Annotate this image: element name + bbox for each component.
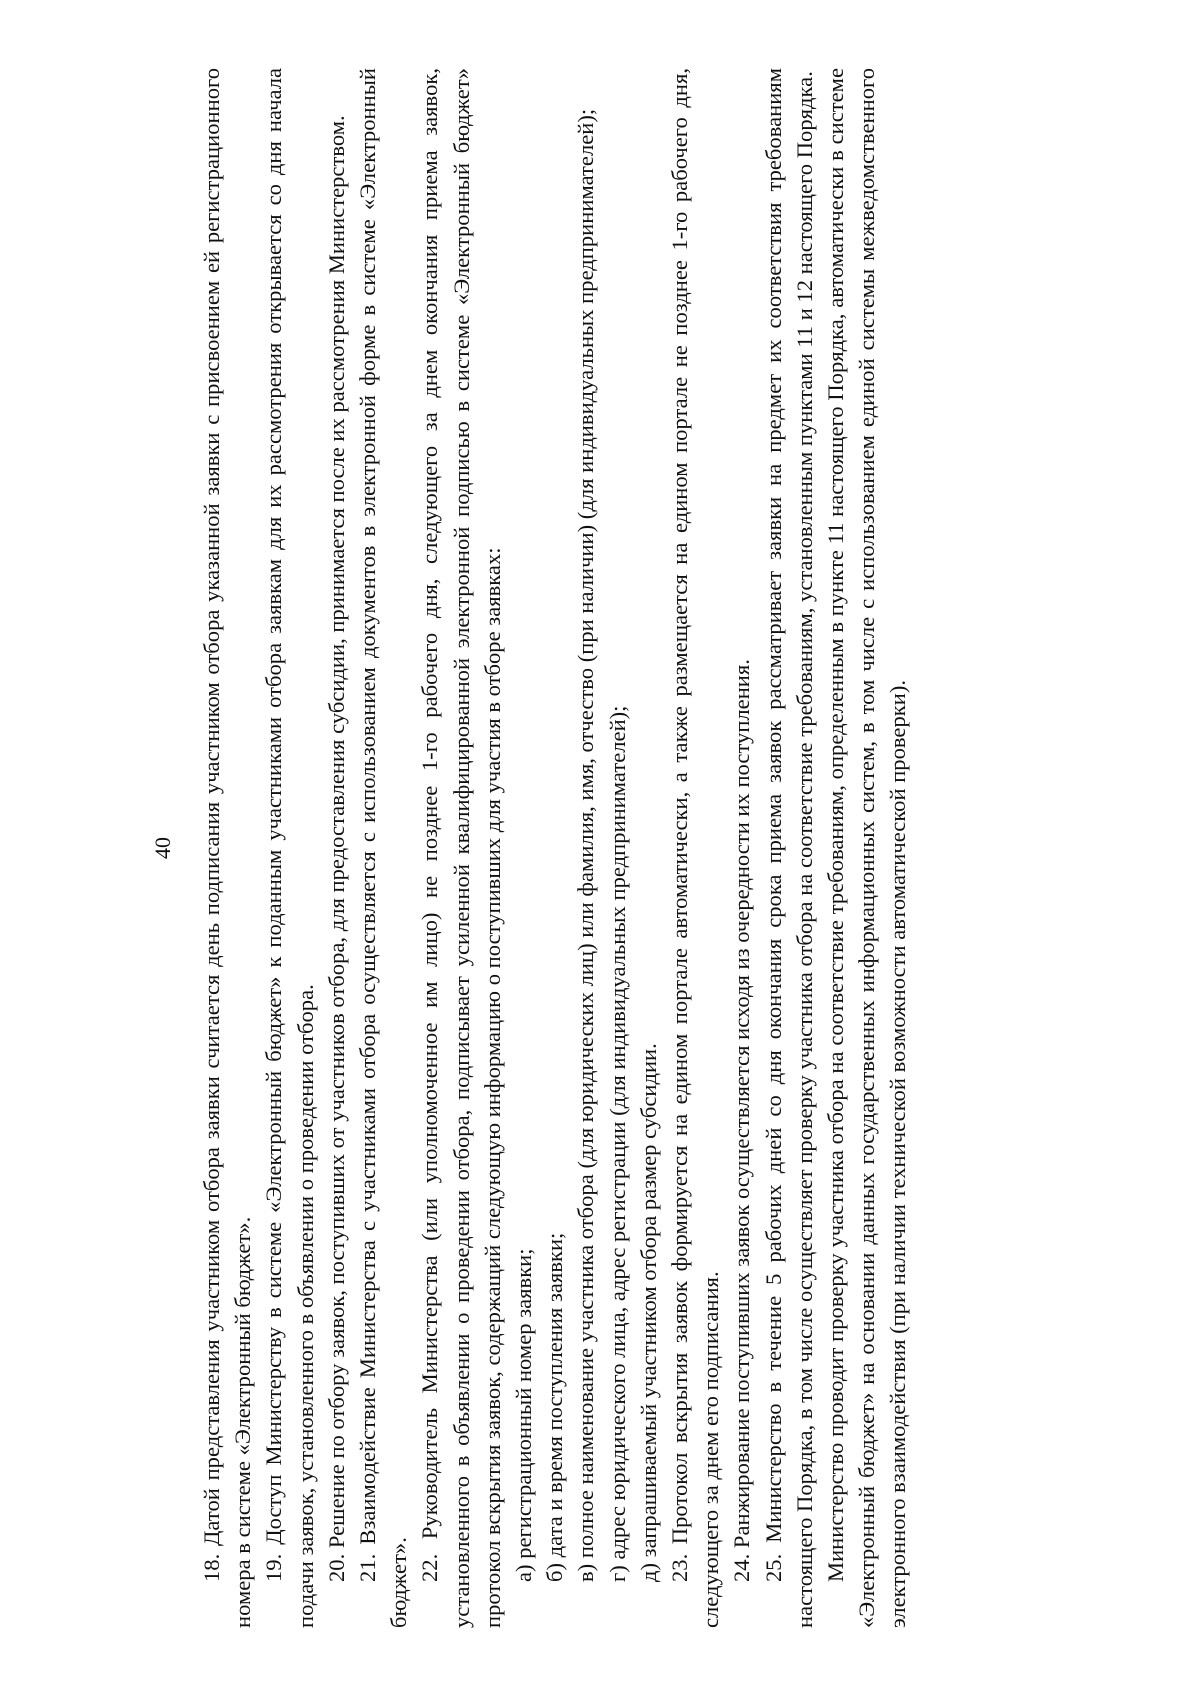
list-item-d: д) запрашиваемый участником отбора размер субсидии. (635, 1043, 661, 1582)
paragraph-20: 20. Решение по отбору заявок, поступивших от участников отбора, для предоставления субсидии, принимается после их рассмотрения Министерством. (323, 115, 349, 1582)
paragraph-21: 21. Взаимодействие Министерства с участниками отбора осуществляется с использованием документов в электронной форме в системе «Электронный бюджет». (355, 68, 412, 1628)
list-item-a: а) регистрационный номер заявки; (511, 1248, 537, 1582)
page-number: 40 (150, 837, 175, 859)
rotated-content (150, 68, 1040, 1628)
paragraph-19: 19. Доступ Министерству в системе «Электронный бюджет» к поданным участниками отбора заявкам для их рассмотрения открывается со дня начала подачи заявок, установленного в объявлении о проведении отбора. (261, 68, 318, 1628)
list-item-b: б) дата и время поступления заявки; (542, 1232, 568, 1582)
paragraph-18: 18. Датой представления участником отбора заявки считается день подписания участником отбора указанной заявки с присвоением ей регистрационного номера в системе «Электронный бюджет». (199, 68, 256, 1628)
paragraph-25-cont: Министерство проводит проверку участника отбора на соответствие требованиям, определенным в пункте 11 настоящего Порядка, автоматически в системе «Электронный бюджет» на основании данных государственных информационных систем, в том числе с использованием единой системы межведомственного электронного взаимодействия (при наличии технической возможности автоматической проверки). (823, 68, 911, 1628)
list-item-v: в) полное наименование участника отбора (для юридических лиц) или фамилия, имя, отчество (при наличии) (для индивидуальных предпринимателей); (573, 108, 599, 1582)
paragraph-25: 25. Министерство в течение 5 рабочих дней со дня окончания срока приема заявок рассматривает заявки на предмет их соответствия требованиям настоящего Порядка, в том числе осуществляет проверку участника отбора на соответствие требованиям, установленным пунктами 11 и 12 настоящего Порядка. (760, 68, 817, 1628)
document-body (196, 68, 914, 1628)
list-item-g: г) адрес юридического лица, адрес регистрации (для индивидуальных предпринимателей); (604, 705, 630, 1582)
paragraph-22: 22. Руководитель Министерства (или уполномоченное им лицо) не позднее 1-го рабочего дня, следующего за днем окончания приема заявок, установленного в объявлении о проведении отбора, подписывает усиленной квалифицированной электронной подписью в системе «Электронный бюджет» протокол вскрытия заявок, содержащий следующую информацию о поступивших для участия в отборе заявках: (417, 68, 505, 1628)
paragraph-23: 23. Протокол вскрытия заявок формируется на едином портале автоматически, а также размещается на едином портале не позднее 1-го рабочего дня, следующего за днем его подписания. (667, 68, 724, 1628)
paragraph-24: 24. Ранжирование поступивших заявок осуществляется исходя из очередности их поступления. (729, 659, 755, 1582)
